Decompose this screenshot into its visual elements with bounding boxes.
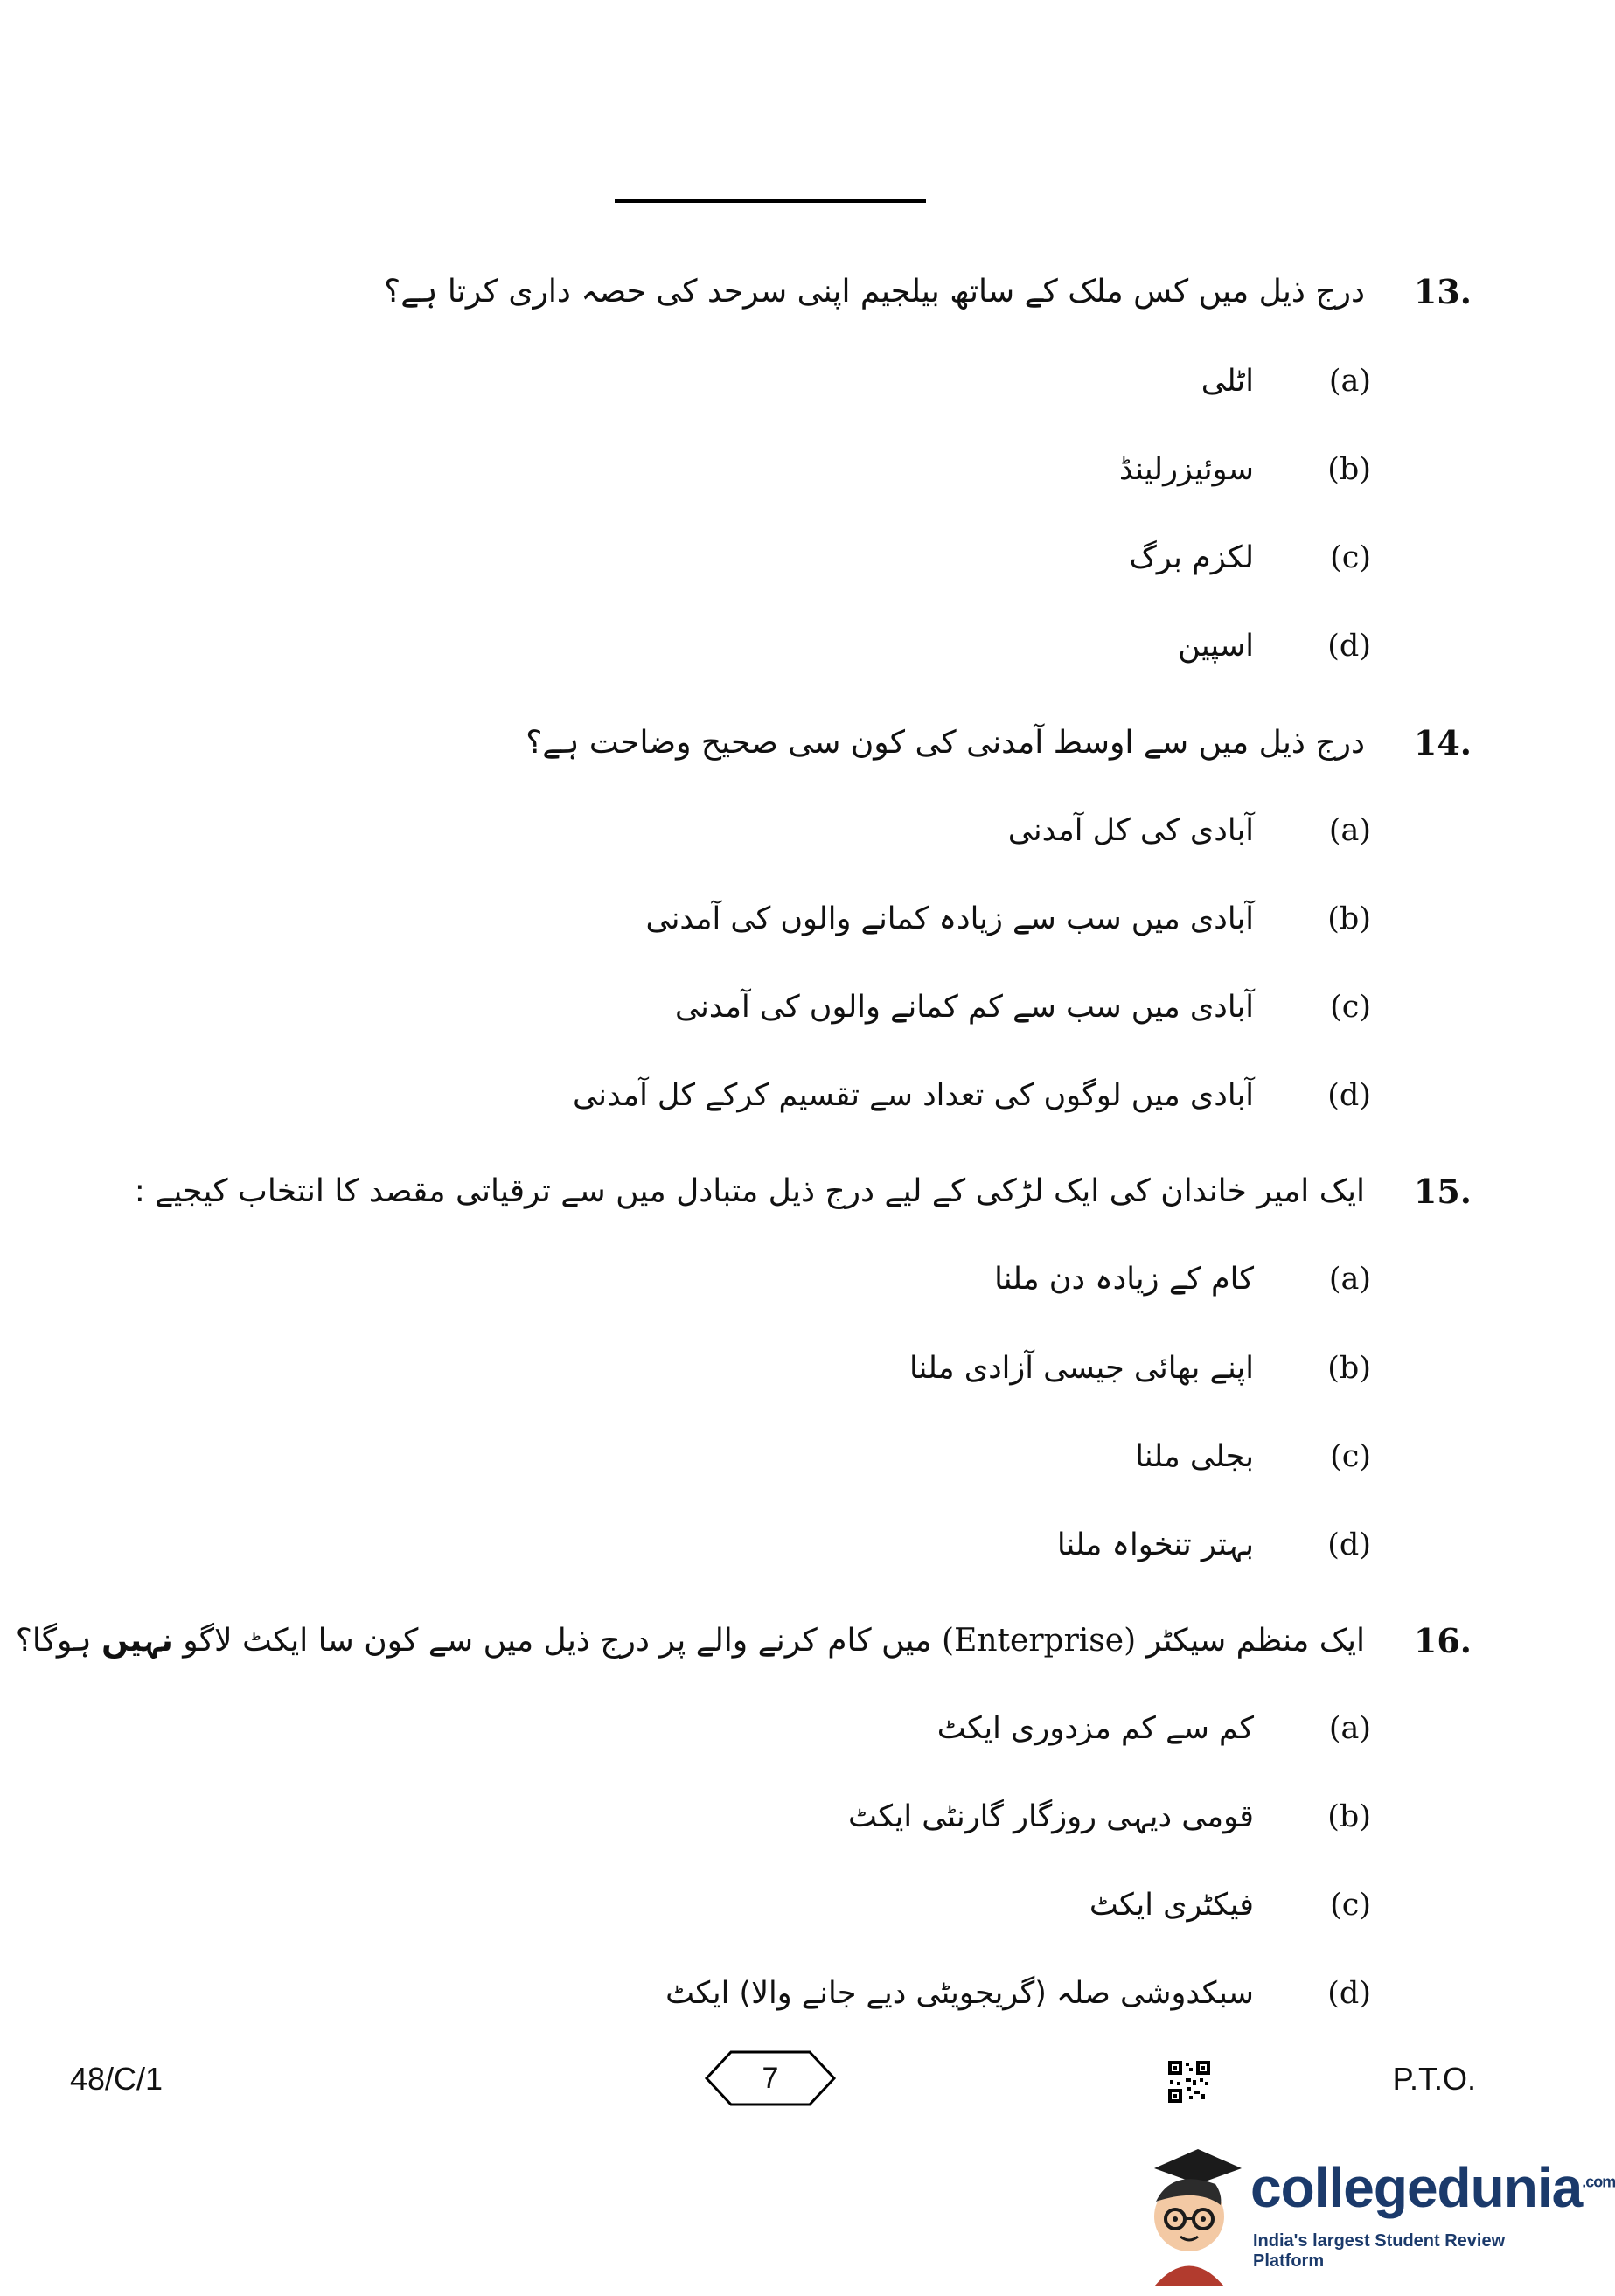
question-16	[0, 1615, 1562, 1667]
option-14-a	[0, 804, 1562, 857]
option-text: بجلی ملنا	[1135, 1439, 1254, 1474]
question-text-part: میں کام کرنے والے پر درج ذیل میں سے کون سا ایکٹ لاگو	[183, 1623, 932, 1659]
question-13	[0, 266, 1562, 318]
option-text: کم سے کم مزدوری ایکٹ	[936, 1711, 1254, 1746]
page-number: 7	[762, 2062, 779, 2095]
option-letter: (d)	[1327, 1976, 1371, 2011]
option-15-a	[0, 1253, 1562, 1305]
option-letter: (a)	[1328, 1262, 1371, 1297]
question-text	[15, 1615, 1365, 1667]
option-text: سوئیزرلینڈ	[1118, 452, 1254, 487]
option-13-c	[0, 532, 1562, 584]
option-text: آبادی میں سب سے زیادہ کمانے والوں کی آمدنی	[645, 901, 1254, 936]
question-text: درج ذیل میں کس ملک کے ساتھ بیلجیم اپنی سرحد کی حصہ داری کرتا ہے؟	[384, 274, 1365, 310]
option-letter: (a)	[1328, 364, 1371, 399]
option-text: کام کے زیادہ دن ملنا	[994, 1262, 1254, 1297]
option-letter: (c)	[1330, 990, 1371, 1025]
option-letter: (a)	[1328, 813, 1371, 848]
option-14-c	[0, 981, 1562, 1033]
option-letter: (b)	[1327, 1799, 1371, 1834]
option-text: قومی دیہی روزگار گارنٹی ایکٹ	[847, 1799, 1254, 1834]
paper-code: 48/C/1	[70, 2061, 164, 2097]
collegedunia-watermark	[1137, 2133, 1615, 2291]
option-text: اپنے بھائی جیسی آزادی ملنا	[909, 1351, 1254, 1386]
option-14-d	[0, 1069, 1562, 1122]
question-number: 15.	[1413, 1172, 1472, 1211]
option-text: اٹلی	[1201, 364, 1254, 399]
option-16-b	[0, 1791, 1562, 1843]
option-letter: (a)	[1328, 1711, 1371, 1746]
brand-dotcom: .com	[1582, 2173, 1615, 2191]
qr-code-icon	[1166, 2059, 1212, 2105]
option-text: آبادی میں لوگوں کی تعداد سے تقسیم کرکے کل آمدنی	[573, 1078, 1254, 1113]
pto-label: P.T.O.	[1392, 2061, 1476, 2097]
question-text: ایک امیر خاندان کی ایک لڑکی کے لیے درج ذیل متبادل میں سے ترقیاتی مقصد کا انتخاب کیجیے :	[134, 1173, 1365, 1209]
option-15-b	[0, 1342, 1562, 1395]
question-15	[0, 1165, 1562, 1218]
option-13-d	[0, 620, 1562, 672]
option-text: آبادی میں سب سے کم کمانے والوں کی آمدنی	[674, 990, 1254, 1025]
option-text: اسپین	[1178, 629, 1254, 664]
option-16-a	[0, 1702, 1562, 1755]
option-letter: (b)	[1327, 452, 1371, 487]
top-rule	[615, 199, 926, 203]
option-16-c	[0, 1879, 1562, 1931]
question-number: 16.	[1413, 1621, 1472, 1660]
brand-tagline: India's largest Student Review Platform	[1253, 2231, 1506, 2271]
option-letter: (c)	[1330, 1439, 1371, 1474]
option-letter: (b)	[1327, 901, 1371, 936]
option-text: لکزم برگ	[1129, 540, 1254, 575]
brand-name-text: collegedunia	[1250, 2156, 1583, 2219]
question-text-part: ایک منظم سیکٹر	[1145, 1623, 1365, 1659]
option-letter: (c)	[1330, 1888, 1371, 1923]
question-text: درج ذیل میں سے اوسط آمدنی کی کون سی صحیح وضاحت ہے؟	[526, 725, 1365, 761]
option-15-c	[0, 1430, 1562, 1483]
option-text: بہتر تنخواہ ملنا	[1056, 1527, 1254, 1562]
option-13-a	[0, 355, 1562, 407]
option-letter: (d)	[1327, 1078, 1371, 1113]
option-letter: (d)	[1327, 1527, 1371, 1562]
brand-name	[1250, 2155, 1615, 2220]
question-text-latin: (Enterprise)	[942, 1623, 1137, 1659]
option-letter: (d)	[1327, 629, 1371, 664]
option-15-d	[0, 1519, 1562, 1571]
option-letter: (b)	[1327, 1351, 1371, 1386]
option-text: فیکٹری ایکٹ	[1089, 1888, 1254, 1923]
option-letter: (c)	[1330, 540, 1371, 575]
option-13-b	[0, 443, 1562, 496]
mascot-logo-icon	[1137, 2133, 1246, 2286]
option-14-b	[0, 893, 1562, 945]
question-text-emphasis: نہیں	[101, 1623, 173, 1659]
option-text: سبکدوشی صلہ (گریجویٹی دیے جانے والا) ایکٹ	[665, 1976, 1254, 2011]
question-number: 13.	[1413, 272, 1472, 311]
question-text-part: ہوگا؟	[15, 1623, 92, 1659]
option-16-d	[0, 1967, 1562, 2020]
question-14	[0, 717, 1562, 769]
option-text: آبادی کی کل آمدنی	[1007, 813, 1254, 848]
question-number: 14.	[1413, 723, 1472, 762]
